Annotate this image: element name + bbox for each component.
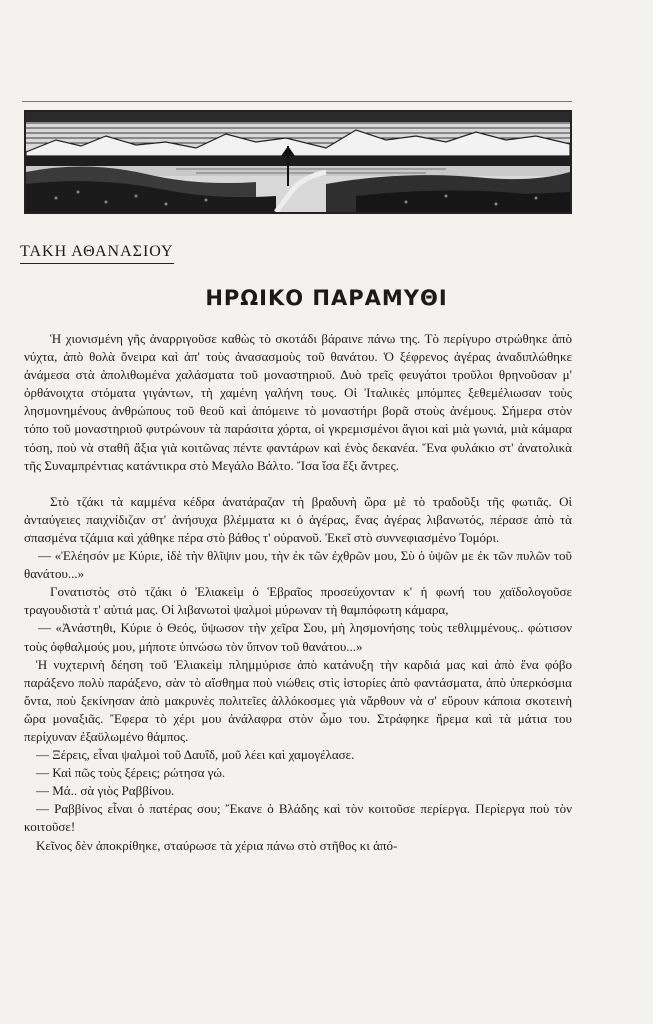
dialogue-line: — Ξέρεις, εἶναι ψαλμοὶ τοῦ Δαυΐδ, μοῦ λέει καὶ χαμογέλασε. bbox=[36, 747, 355, 763]
paragraph: Στὸ τζάκι τὰ καμμένα κέδρα ἀνατάραζαν τὴ βραδυνὴ ὥρα μὲ τὸ τραδοῦξι τῆς φωτιᾶς. Οἱ ἀνταύγειες παιχνίδιζαν στ' ἀνήσυχα βλέμματα κι ὁ ἀγέρας, ἕνας ἀγέρας λιβανωτός, πέρασε ἀπὸ τὰ σπασμένα τζάμια καὶ χάθηκε πέρα στὸ βάθος τ' οὐρανοῦ. Ἐκεῖ στὸ συννεφιασμένο Τομόρι. bbox=[24, 493, 572, 545]
landscape-illustration bbox=[24, 110, 572, 214]
prayer-quote: — «Ἐλέησόν με Κύριε, ἰδὲ τὴν θλῖψιν μου, τὴν ἐκ τῶν ἐχθρῶν μου, Σὺ ὁ ὑψῶν με ἐκ τῶν πυλῶν τοῦ θανάτου...» bbox=[24, 548, 572, 582]
top-rule bbox=[22, 101, 572, 102]
paragraph: Γονατιστὸς στὸ τζάκι ὁ Ἐλιακεὶμ ὁ Ἑβραῖος προσεύχονταν κ' ἡ φωνή του χαϊδολογοῦσε τραγουδιστὰ τ' αὐτιά μας. Οἱ λιβανωτοὶ ψαλμοὶ μύρωναν τὴ θαμπόφωτη κάμαρα, bbox=[24, 584, 572, 618]
paragraph: Ἡ νυχτερινὴ δέηση τοῦ Ἐλιακεὶμ πλημμύρισε ἀπὸ κατάνυξη τὴν καρδιά μας καὶ ἀπὸ ἕνα φόβο παράξενο πολὺ παράξενο, σὰν τὸ αἴσθημα ποὺ νιώθεις στὶς ἱστορίες ἀπὸ φαντάσματα, ἀπὸ ὑπερκόσμια ὄντα, ποὺ ξεκίνησαν ἀπὸ μακρυνὲς πολιτεῖες ἀλλόκοσμες γιὰ νἄρθουν νὰ σ' εὕρουν κάποια σκοτεινὴ ὥρα μοναξιᾶς. Ἔφερα τὸ χέρι μου ἀνάλαφρα στὸν ὦμο του. Στράφηκε ἤρεμα καὶ τὰ μάτια του περίχυναν ἐξαϋλωμένο θάμπος. bbox=[24, 656, 572, 744]
paragraph: Ἡ χιονισμένη γῆς ἀναρριγοῦσε καθὼς τὸ σκοτάδι βάραινε πάνω της. Τὸ περίγυρο στρώθηκε ἀπὸ νύχτα, ἀπὸ θολὰ ὄνειρα καὶ ἀπ' τοὺς ἀνασασμοὺς τοῦ θανάτου. Ὁ ξέφρενος ἀγέρας ἀναδιπλώθηκε ἀνάμεσα στὰ ἀπολιθωμένα χαλάσματα τοῦ μοναστηριοῦ. Δυὸ τρεῖς φευγάτοι τροῦλοι θρηνοῦσαν μ' ὀρθάνοιχτα στόματα γιγάντων, τὴ χαμένη γαλήνη τους. Οἱ Ἰταλικὲς μπόμπες ξεθεμέλιωσαν τοὺς λησμονημένους ἀνθρώπους τοῦ θεοῦ καὶ ἀπόμεινε τὸ μοναστήρι βορᾶ στοὺς ἀνέμους. Σήμερα στὸν τόπο τοῦ μοναστηριοῦ φυτρώνουν τὰ παράσιτα χόρτα, οἱ γκρεμισμένοι ἅγιοι καὶ μιὰ γωνιά, μιὰ κάμαρα τόση, ποὺ νὰ σταθῆ ἄξια γιὰ κοιτῶνας πέντε φαντάρων καὶ ἑνὸς δεκανέα. Ἕνα φυλάκιο στ' ἀνατολικὰ τῆς Συναμπρέντιας κατάντικρα στὸ Μεγάλο Βάλτο. Ἴσα ἴσα ἔξι ἄντρες. bbox=[24, 331, 572, 473]
dialogue-line: — Ραββίνος εἶναι ὁ πατέρας σου; Ἔκανε ὁ Βλάδης καὶ τὸν κοιτοῦσε περίεργα. Περίεργα ποὺ τὸν κοιτοῦσε! bbox=[24, 801, 572, 835]
author-name: ΤΑΚΗ ΑΘΑΝΑΣΙΟΥ bbox=[20, 243, 174, 264]
dialogue-line: — Καὶ πῶς τοὺς ξέρεις; ρώτησα γώ. bbox=[36, 765, 226, 781]
paragraph: Κεῖνος δὲν ἀποκρίθηκε, σταύρωσε τὰ χέρια πάνω στὸ στῆθος κι ἀπό- bbox=[36, 837, 398, 853]
prayer-quote: — «Ἀνάστηθι, Κύριε ὁ Θεός, ὕψωσον τὴν χεῖρα Σου, μὴ λησμονήσης τοὺς τεθλιμμένους.. φώτισον τοὺς ὀφθαλμούς μου, μήποτε ὑπνώσω τὸν ὕπνον τοῦ θανάτου...» bbox=[24, 620, 572, 654]
paragraph-gap bbox=[24, 475, 572, 493]
dialogue-line: — Μά.. σὰ γιὸς Ραββίνου. bbox=[36, 783, 175, 799]
story-body bbox=[24, 330, 572, 855]
story-title: ΗΡΩΙΚΟ ΠΑΡΑΜΥΘΙ bbox=[205, 286, 448, 310]
